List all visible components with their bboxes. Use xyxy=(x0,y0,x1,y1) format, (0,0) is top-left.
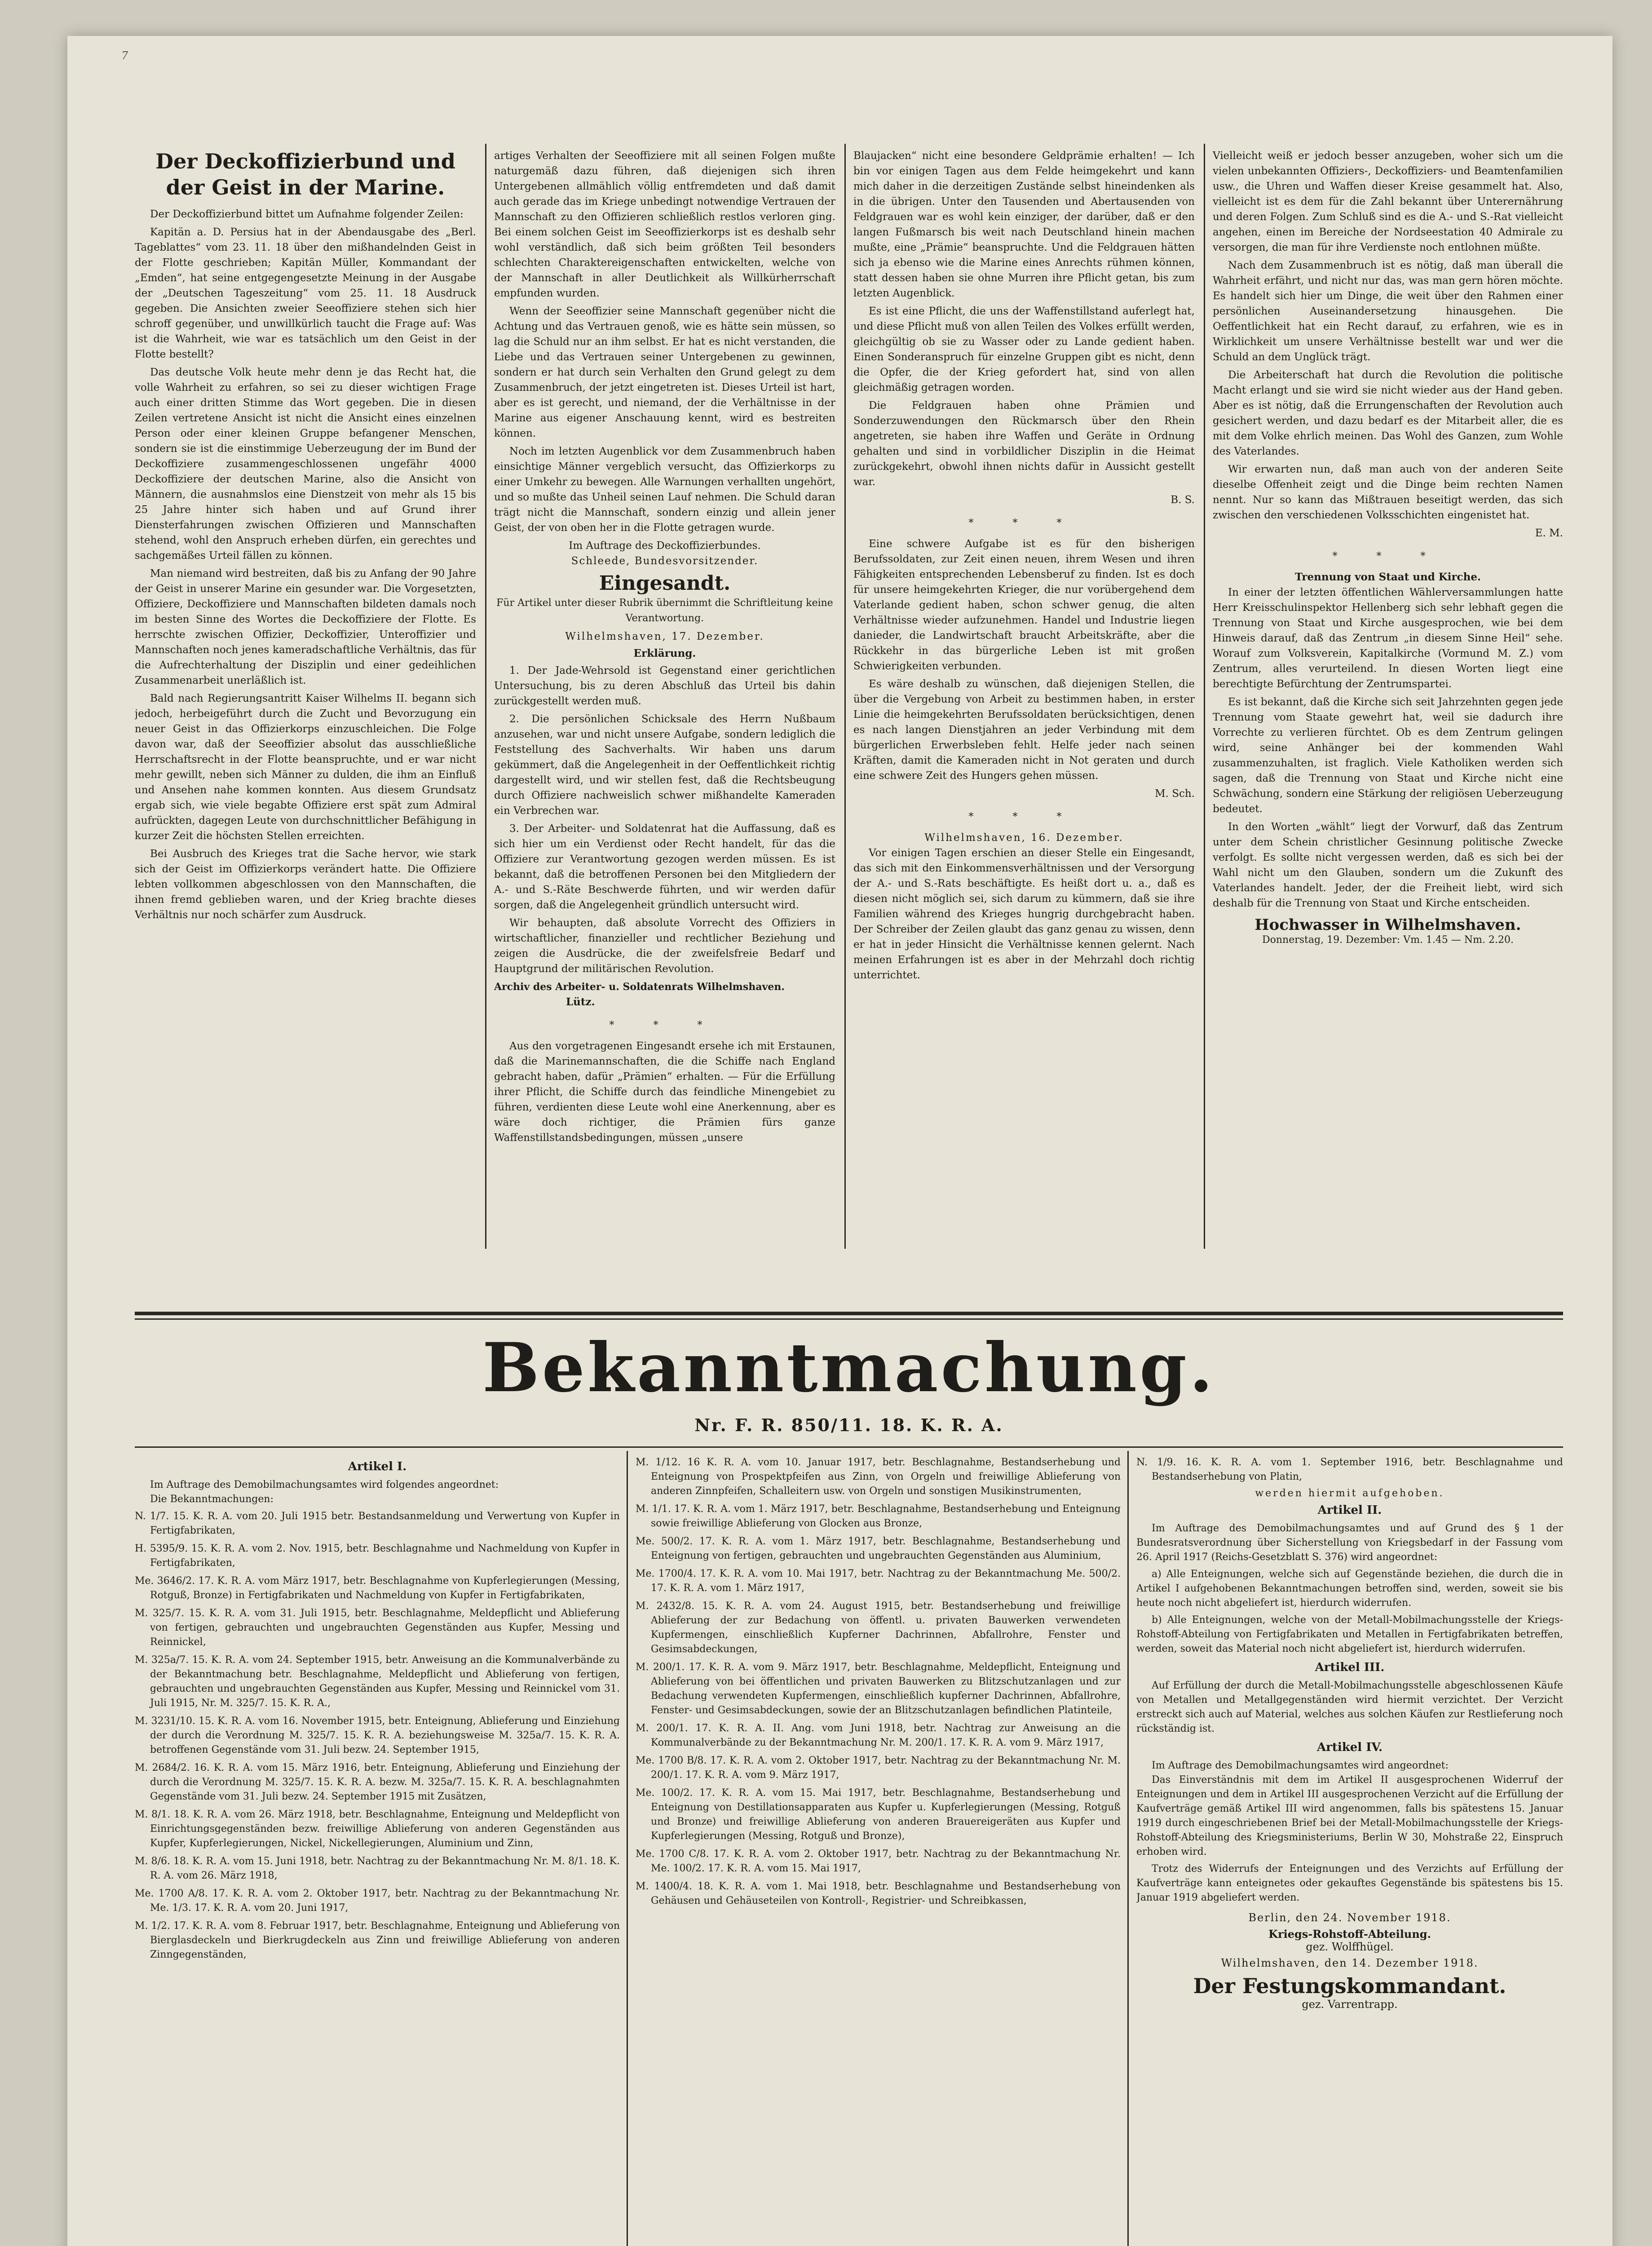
page-number: 7 xyxy=(121,49,128,62)
paragraph: Eine schwere Aufgabe ist es für den bisherigen Berufssoldaten, zur Zeit einen neuen, ihrem Wesen und ihren Fähigkeiten entsprechenden Lebensberuf zu finden. Ist es doch für unsere heimgekehrten Krieger, die nur vorübergehend dem Vaterlande gedient haben, schon schwer genug, die alten Verhältnisse wieder aufzunehmen. Handel und Industrie liegen danieder, die Landwirtschaft braucht Arbeitskräfte, aber die Rückkehr in das bürgerliche Leben ist mit großen Schwierigkeiten verbunden. xyxy=(853,538,1195,672)
artikel-2-a: a) Alle Enteignungen, welche sich auf Gegenstände beziehen, die durch die in Artikel I aufgehobenen Bekanntmachungen betroffen sind, werden, soweit sie bis heute noch nicht abgeliefert ist, hierdurch widerrufen. xyxy=(1136,1569,1563,1609)
regulation-item: Me. 1700 A/8. 17. K. R. A. vom 2. Oktober 1917, betr. Nachtrag zu der Bekanntmachung Nr. Me. 1/3. 17. K. R. A. vom 20. Juni 1917, xyxy=(135,1888,620,1914)
paragraph: Nach dem Zusammenbruch ist es nötig, daß man überall die Wahrheit erfährt, und nicht nur das, was man gern hören möchte. Es handelt sich hier um Dinge, die weit über den Rahmen einer persönlichen Auseinandersetzung hinausgehen. Die Oeffentlichkeit hat ein Recht darauf, zu erfahren, wie es in Wirklichkeit um unsere Verhältnisse bestellt war und wer die Schuld an dem Unglück trägt. xyxy=(1213,260,1563,363)
separator-stars: * * * xyxy=(1332,551,1444,562)
artikel-2-text: Im Auftrage des Demobilmachungsamtes und auf Grund des § 1 der Bundesratsverordnung über Sicherstellung von Kriegsbedarf in der Fassung vom 26. April 1917 (Reichs-Gesetzblatt S. 376) wird angeordnet: xyxy=(1136,1523,1563,1563)
artikel-1-intro: Im Auftrage des Demobilmachungsamtes wird folgendes angeordnet: xyxy=(150,1479,499,1490)
column-divider xyxy=(627,1451,628,2246)
paragraph: Vielleicht weiß er jedoch besser anzugeben, woher sich um die vielen unbekannten Offiziers-, Deckoffiziers- und Beamtenfamilien usw., die Uhren und Waffen dieser Kreise gesammelt hat. Also, vielleicht ist es dem für die Zahl bekannt über Unterernährung und deren Folgen. Zum Schluß sind es die A.- und S.-Rat vielleicht angehen, einen im Bereiche der Nordseestation 40 Admirale zu versorgen, die man für ihre Verdienste noch entlohnen müßte. xyxy=(1213,150,1563,253)
paragraph: Wenn der Seeoffizier seine Mannschaft gegenüber nicht die Achtung und das Vertrauen genoß, wie es hätte sein müssen, so lag die Schuld nur an ihm selbst. Er hat es nicht verstanden, die Liebe und das Vertrauen seiner Untergebenen zu gewinnen, sondern er hat durch sein Verhalten den Grund gelegt zu dem Zusammenbruch, der jetzt eingetreten ist. Dieses Urteil ist hart, aber es ist gerecht, und niemand, der die Verhältnisse in der Marine aus eigener Anschauung kennt, wird es bestreiten können. xyxy=(494,305,835,439)
eingesandt-date: Wilhelmshaven, 17. Dezember. xyxy=(565,631,764,642)
festungskommandant: Der Festungskommandant. xyxy=(1193,1974,1506,1998)
kra-signature: gez. Wolffhügel. xyxy=(1306,1941,1394,1953)
eingesandt-note: Für Artikel unter dieser Rubrik übernimmt die Schriftleitung keine Verantwortung. xyxy=(496,597,833,624)
paragraph: Kapitän a. D. Persius hat in der Abendausgabe des „Berl. Tageblattes“ vom 23. 11. 18 über den mißhandelnden Geist in der Flotte geschrieben; Kapitän Müller, Kommandant der „Emden“, hat seine entgegengesetzte Meinung in der Ausgabe der „Deutschen Tageszeitung“ vom 25. 11. 18 Ausdruck gegeben. Die Ansichten zweier Seeoffiziere stehen sich hier schroff gegenüber, und unwillkürlich taucht die Frage auf: Was ist die Wahrheit, wie war es tatsächlich um den Geist in der Flotte bestellt? xyxy=(135,226,476,360)
article-column-3 xyxy=(853,148,1195,1244)
signature: M. Sch. xyxy=(1155,788,1195,800)
artikel-1-heading: Artikel I. xyxy=(348,1460,407,1473)
revocation-line: werden hiermit aufgehoben. xyxy=(1255,1488,1444,1499)
announcement-column-1 xyxy=(135,1455,620,2246)
artikel-4-text-2: Trotz des Widerrufs der Enteignungen und des Verzichts auf Erfüllung der Kaufverträge kann enteignetes oder gekauftes Gegenstände bis spätestens bis 15. Januar 1919 abgeliefert werden. xyxy=(1136,1863,1563,1903)
announcement-column-3 xyxy=(1136,1455,1563,2246)
regulation-item: M. 2684/2. 16. K. R. A. vom 15. März 1916, betr. Enteignung, Ablieferung und Einziehung der durch die Verordnung M. 325/7. 15. K. R. A. bezw. M. 325a/7. 15. K. R. A. beschlagnahmten Gegenstände vom 31. Juli bezw. 24. September 1915 mit Zusätzen, xyxy=(135,1762,620,1802)
regulation-item: M. 325/7. 15. K. R. A. vom 31. Juli 1915, betr. Beschlagnahme, Meldepflicht und Ablieferung von fertigen, gebrauchten und ungebrauchten Gegenständen aus Kupfer, Messing und Reinnickel, xyxy=(135,1608,620,1648)
regulation-item: N. 1/7. 15. K. R. A. vom 20. Juli 1915 betr. Bestandsanmeldung und Verwertung von Kupfer in Fertigfabrikaten, xyxy=(135,1511,620,1536)
column-divider xyxy=(844,144,846,1249)
paragraph: Bei Ausbruch des Krieges trat die Sache hervor, wie stark sich der Geist im Offizierkorps verändert hatte. Die Offiziere lebten vollkommen abgeschlossen von den Mannschaften, die ihnen fremd geblieben waren, und der Krieg brachte dieses Verhältnis nur noch schärfer zum Ausdruck. xyxy=(135,848,476,921)
paragraph: Blaujacken“ nicht eine besondere Geldprämie erhalten! — Ich bin vor einigen Tagen aus dem Felde heimgekehrt und kann mich daher in die derzeitigen Zustände selbst hineindenken als in die übrigen. Unter den Tausenden und Abertausenden von Feldgrauen war es wohl kein einziger, der darüber, daß er den langen Fußmarsch bis weit nach Deutschland hinein machen mußte, eine „Prämie“ beanspruchte. Und die Feldgrauen hätten sich ja ebenso wie die Marine eines Anrechts rühmen können, statt dessen haben sie ohne Murren ihre Pflicht getan, bis zum letzten Augenblick. xyxy=(853,150,1195,299)
paragraph: 1. Der Jade-Wehrsold ist Gegenstand einer gerichtlichen Untersuchung, bis zu deren Abschluß das Urteil bis dahin zurückgestellt werden muß. xyxy=(494,665,835,707)
regulation-item: M. 2432/8. 15. K. R. A. vom 24. August 1915, betr. Bestandserhebung und freiwillige Ablieferung der zur Bedachung von öffentl. u. privaten Bauwerken verwendeten Kupfermengen, einschließlich Kupferner Dachrinnen, Abfallrohre, Fenster und Gesimsabdeckungen, xyxy=(636,1600,1121,1655)
signature: E. M. xyxy=(1535,527,1563,539)
section-heading-hochwasser: Hochwasser in Wilhelmshaven. xyxy=(1254,916,1521,934)
artikel-4-intro: Im Auftrage des Demobilmachungsamtes wird angeordnet: xyxy=(1152,1760,1449,1771)
column-divider xyxy=(1204,144,1205,1249)
paragraph: Vor einigen Tagen erschien an dieser Stelle ein Eingesandt, das sich mit den Einkommensverhältnissen und der Versorgung der A.- und S.-Rats beschäftigte. Es heißt dort u. a., daß es diesen nicht möglich sei, sich darum zu kümmern, daß sie ihre Familien während des Krieges hungrig durchgebracht haben. Der Schreiber der Zeilen glaubt das ganz genau zu wissen, denn er hat in jeder Hinsicht die Verhältnisse kennen gelernt. Nach meinen Erfahrungen ist es aber in der Mehrzahl doch richtig unterrichtet. xyxy=(853,847,1195,981)
announcement-divider xyxy=(135,1446,1563,1448)
artikel-3-text: Auf Erfüllung der durch die Metall-Mobilmachungsstelle abgeschlossenen Käufe von Metallen und Metallgegenständen wird hiermit verzichtet. Der Verzicht erstreckt sich auch auf Material, welches aus solchen Käufen zur Restlieferung noch rückständig ist. xyxy=(1136,1680,1563,1734)
paragraph: Wir behaupten, daß absolute Vorrecht des Offiziers in wirtschaftlicher, finanzieller und rechtlicher Beziehung und zeigen die Ausdrücke, die der zweifelsfreie Bedarf und Hauptgrund der militärischen Revolution. xyxy=(494,917,835,975)
regulation-item: M. 1/1. 17. K. R. A. vom 1. März 1917, betr. Beschlagnahme, Bestandserhebung und Enteignung sowie freiwillige Ablieferung von Glocken aus Bronze, xyxy=(636,1503,1121,1529)
signature-name: Schleede, Bundesvorsitzender. xyxy=(571,555,759,567)
paragraph: Aus den vorgetragenen Eingesandt ersehe ich mit Erstaunen, daß die Marinemannschaften, die die Schiffe nach England gebracht haben, dafür „Prämien“ erhalten. — Für die Erfüllung ihrer Pflicht, die Schiffe durch das feindliche Minengebiet zu führen, verdienten diese Leute wohl eine Anerkennung, aber es wäre doch richtiger, die Prämien fürs ganze Waffenstillstandsbedingungen, müssen „unsere xyxy=(494,1040,835,1144)
erklaerung-heading: Erklärung. xyxy=(633,647,696,659)
section-divider-thin xyxy=(135,1318,1563,1320)
regulation-item: M. 1/12. 16 K. R. A. vom 10. Januar 1917, betr. Beschlagnahme, Bestandserhebung und Enteignung von Prospektpfeifen aus Zinn, von Orgeln und freiwillige Ablieferung von anderen Zinnpfeifen, Schalleitern usw. von Orgeln und sonstigen Musikinstrumenten, xyxy=(636,1457,1121,1497)
paragraph: 2. Die persönlichen Schicksale des Herrn Nußbaum anzusehen, war und nicht unsere Aufgabe, sondern lediglich die Feststellung des Sachverhalts. Wir haben uns darum gekümmert, daß die Angelegenheit in der Oeffentlichkeit richtig dargestellt wird, und wir stellen fest, daß die Rechtsbeugung durch Offiziere nachweislich schwer mißhandelte Kameraden ein Verbrechen war. xyxy=(494,713,835,817)
newspaper-page xyxy=(67,36,1612,2246)
separator-stars: * * * xyxy=(609,1020,720,1031)
announcement-column-2 xyxy=(636,1455,1121,2246)
regulation-item: M. 1/2. 17. K. R. A. vom 8. Februar 1917, betr. Beschlagnahme, Enteignung und Ablieferung von Bierglasdeckeln und Bierkrugdeckeln aus Zinn und freiwillige Ablieferung von anderen Zinngegenständen, xyxy=(135,1920,620,1960)
paragraph: 3. Der Arbeiter- und Soldatenrat hat die Auffassung, daß es sich hier um ein Verdienst oder Recht handelt, für das die Offiziere zur Verantwortung gezogen werden müssen. Es ist bekannt, daß die betroffenen Personen bei den Mitgliedern der A.- und S.-Räte Beschwerde führten, und wir werden dafür sorgen, daß die Angelegenheit gründlich untersucht wird. xyxy=(494,823,835,911)
paragraph: artiges Verhalten der Seeoffiziere mit all seinen Folgen mußte naturgemäß dazu führen, daß diejenigen sich ihren Untergebenen allmählich völlig entfremdeten und daß damit auch gerade das im Kriege unbedingt notwendige Vertrauen der Mannschaft zu den Offizieren schließlich restlos verloren ging. Bei einem solchen Geist im Seeoffizierkorps ist es deshalb sehr wohl verständlich, daß sich beim größten Teil besonders schlechten Charaktereigenschaften entwickelten, welche von der Mannschaft in aller Deutlichkeit als Willkürherrschaft empfunden wurden. xyxy=(494,150,835,299)
regulation-item: M. 200/1. 17. K. R. A. vom 9. März 1917, betr. Beschlagnahme, Meldepflicht, Enteignung und Ablieferung von bei öffentlichen und privaten Bauwerken zu Blitzschutzanlagen und zur Bedachung verwendeten Kupfermengen, einschließlich kupferner Dachrinnen, Abfallrohre, Fenster- und Gesimsabdeckungen, sowie der an Blitzschutzanlagen befindlichen Platinteile, xyxy=(636,1662,1121,1716)
article-deckoffizierbund xyxy=(135,148,476,1244)
section-heading-trennung: Trennung von Staat und Kirche. xyxy=(1294,571,1481,583)
wilhelmshaven-dateline: Wilhelmshaven, den 14. Dezember 1918. xyxy=(1221,1957,1479,1969)
artikel-2-heading: Artikel II. xyxy=(1317,1503,1382,1517)
regulation-item: N. 1/9. 16. K. R. A. vom 1. September 1916, betr. Beschlagnahme und Bestandserhebung von Platin, xyxy=(1136,1457,1563,1482)
section-heading-eingesandt: Eingesandt. xyxy=(599,572,731,595)
festung-signature: gez. Varrentrapp. xyxy=(1302,1998,1398,2011)
separator-stars: * * * xyxy=(968,517,1080,529)
eingesandt-signature: Archiv des Arbeiter- u. Soldatenrats Wilhelmshaven. xyxy=(494,981,785,993)
regulation-item: Me. 1700/4. 17. K. R. A. vom 10. Mai 1917, betr. Nachtrag zu der Bekanntmachung Me. 500/2. 17. K. R. A. vom 1. März 1917, xyxy=(636,1568,1121,1594)
paragraph: Die Arbeiterschaft hat durch die Revolution die politische Macht erlangt und sie wird sie nicht wieder aus der Hand geben. Aber es ist nötig, daß die Errungenschaften der Revolution auch gesichert werden, und dazu bedarf es der Mitarbeit aller, die es mit dem Volke ehrlich meinen. Das Wohl des Ganzen, zum Wohle des Vaterlandes. xyxy=(1213,369,1563,457)
announcement-subtitle: Nr. F. R. 850/11. 18. K. R. A. xyxy=(694,1415,1003,1435)
announcement-title: Bekanntmachung. xyxy=(482,1328,1216,1407)
artikel-3-heading: Artikel III. xyxy=(1315,1661,1385,1674)
article-title: Der Deckoffizierbund und der Geist in der Marine. xyxy=(155,149,455,199)
regulation-item: M. 3231/10. 15. K. R. A. vom 16. November 1915, betr. Enteignung, Ablieferung und Einziehung der durch die Verordnung M. 325/7. 15. K. R. A. beziehungsweise M. 325a/7. 15. K. R. A. betroffenen Gegenstände vom 31. Juli bezw. 24. September 1915, xyxy=(135,1715,620,1755)
paragraph: Das deutsche Volk heute mehr denn je das Recht hat, die volle Wahrheit zu erfahren, so sei zu dieser wichtigen Frage auch einer dritten Stimme das Wort gegeben. Die in diesen Zeilen vertretene Ansicht ist nicht die Ansicht eines einzelnen Person oder einer kleinen Gruppe befangener Menschen, sondern sie ist die einstimmige Ueberzeugung der im Bund der Deckoffiziere zusammengeschlossenen ungefähr 4000 Deckoffiziere der deutschen Marine, also die Ansicht von Männern, die ausnahmslos eine Dienstzeit von mehr als 15 bis 25 Jahre hinter sich haben und auf Grund ihrer Diensterfahrungen zwischen Offizieren und Mannschaften stehend, wohl den Anspruch erheben dürfen, ein gerechtes und sachgemäßes Urteil fällen zu können. xyxy=(135,367,476,562)
regulation-item: M. 1400/4. 18. K. R. A. vom 1. Mai 1918, betr. Beschlagnahme und Bestandserhebung von Gehäusen und Gehäuseteilen von Kontroll-, Registrier- und Schreibkassen, xyxy=(636,1881,1121,1906)
artikel-2-b: b) Alle Enteignungen, welche von der Metall-Mobilmachungsstelle der Kriegs-Rohstoff-Abteilung von Fertigfabrikaten und Metallen in Fertigfabrikaten betreffen, werden, soweit das Material noch nicht abgeliefert ist, hierdurch widerrufen. xyxy=(1136,1614,1563,1654)
artikel-1-intro-2: Die Bekanntmachungen: xyxy=(150,1494,274,1505)
regulation-item: Me. 100/2. 17. K. R. A. vom 15. Mai 1917, betr. Beschlagnahme, Bestandserhebung und Enteignung von Destillationsapparaten aus Kupfer u. Kupferlegierungen (Messing, Rotguß und Bronze) und freiwillige Ablieferung von anderen Brauereigeräten aus Kupfer und Kupferlegierungen (Messing, Rotguß und Bronze), xyxy=(636,1787,1121,1842)
article-intro: Der Deckoffizierbund bittet um Aufnahme folgender Zeilen: xyxy=(150,208,464,220)
paragraph: In den Worten „wählt“ liegt der Vorwurf, daß das Zentrum unter dem Schein christlicher Gesinnung politische Zwecke verfolgt. Es sollte nicht vergessen werden, daß es sich bei der Wahl nicht um den Glauben, sondern um die Zukunft des Vaterlandes handelt. Jeder, der die Freiheit liebt, wird sich deshalb für die Trennung von Staat und Kirche entscheiden. xyxy=(1213,821,1563,909)
section-divider xyxy=(135,1312,1563,1315)
paragraph: Man niemand wird bestreiten, daß bis zu Anfang der 90 Jahre der Geist in unserer Marine ein gesunder war. Die Vorgesetzten, Offiziere, Deckoffiziere und Mannschaften bildeten damals noch im besten Sinne des Wortes die Deckoffiziere der Flotte. Es herrschte zwischen Offizier, Deckoffizier, Unteroffizier und Mannschaften noch jenes kameradschaftliche Verhältnis, das für die Aufrechterhaltung der Disziplin und einer gedeihlichen Zusammenarbeit unerläßlich ist. xyxy=(135,568,476,686)
berlin-dateline: Berlin, den 24. November 1918. xyxy=(1248,1911,1451,1924)
regulation-item: Me. 500/2. 17. K. R. A. vom 1. März 1917, betr. Beschlagnahme, Bestandserhebung und Enteignung von fertigen, gebrauchten und ungebrauchten Gegenständen aus Aluminium, xyxy=(636,1536,1121,1561)
article-column-4 xyxy=(1213,148,1563,1244)
kra-department: Kriegs-Rohstoff-Abteilung. xyxy=(1268,1928,1431,1941)
regulation-item: M. 8/1. 18. K. R. A. vom 26. März 1918, betr. Beschlagnahme, Enteignung und Meldepflicht von Einrichtungsgegenständen bezw. freiwillige Ablieferung von anderen Gegenständen aus Kupfer, Kupferlegierungen, Nickel, Nickellegierungen, Aluminium und Zinn, xyxy=(135,1809,620,1849)
paragraph: Die Feldgrauen haben ohne Prämien und Sonderzuwendungen den Rückmarsch über den Rhein angetreten, sie haben ihre Waffen und Geräte in Ordnung gehalten und sind in vorbildlicher Disziplin in die Heimat zurückgekehrt, obwohl ihnen nichts dafür in Aussicht gestellt war. xyxy=(853,400,1195,488)
regulation-item: M. 200/1. 17. K. R. A. II. Ang. vom Juni 1918, betr. Nachtrag zur Anweisung an die Kommunalverbände zu der Bekanntmachung Nr. M. 200/1. 17. K. R. A. vom 9. März 1917, xyxy=(636,1723,1121,1748)
artikel-4-text: Das Einverständnis mit dem im Artikel II ausgesprochenen Widerruf der Enteignungen und dem in Artikel III ausgesprochenen Verzicht auf die Erfüllung der Kaufverträge gemäß Artikel III wird angenommen, falls bis spätestens 15. Januar 1919 durch eingeschriebenen Brief bei der Metall-Mobilmachungsstelle der Kriegs-Rohstoff-Abteilung des Kriegsministeriums, Berlin W 30, Mohstraße 22, Einspruch erhoben wird. xyxy=(1136,1774,1563,1857)
signature: B. S. xyxy=(1171,494,1195,506)
paragraph: Wir erwarten nun, daß man auch von der anderen Seite dieselbe Offenheit zeigt und die Dinge beim rechten Namen nennt. Nur so kann das Mißtrauen beseitigt werden, das sich zwischen den verschiedenen Volksschichten eingenistet hat. xyxy=(1213,464,1563,521)
article-column-2 xyxy=(494,148,835,1244)
separator-stars: * * * xyxy=(968,811,1080,822)
regulation-item: Me. 1700 B/8. 17. K. R. A. vom 2. Oktober 1917, betr. Nachtrag zu der Bekanntmachung Nr. M. 200/1. 17. K. R. A. vom 9. März 1917, xyxy=(636,1755,1121,1781)
column-divider xyxy=(1127,1451,1129,2246)
paragraph: Bald nach Regierungsantritt Kaiser Wilhelms II. begann sich jedoch, herbeigeführt durch die Zucht und Bevorzugung ein neuer Geist in das Offizierkorps einzuschleichen. Die Folge davon war, daß der Seeoffizier absolut das ausschließliche Herrschaftsrecht in der Flotte beanspruchte, und er war nicht mehr gewillt, neben sich Männer zu dulden, die ihm an Einfluß und Ansehen nahe kommen konnten. Aus diesem Grundsatz ergab sich, wie viele begabte Offiziere erst spät zum Admiral aufrückten, dagegen Leute von durchschnittlicher Befähigung in kurzer Zeit die höchsten Stellen erreichten. xyxy=(135,693,476,842)
signature-line: Im Auftrage des Deckoffizierbundes. xyxy=(569,540,761,552)
dateline: Wilhelmshaven, 16. Dezember. xyxy=(924,832,1124,844)
regulation-item: Me. 1700 C/8. 17. K. R. A. vom 2. Oktober 1917, betr. Nachtrag zu der Bekanntmachung Nr. Me. 100/2. 17. K. R. A. vom 15. Mai 1917, xyxy=(636,1848,1121,1874)
paragraph: Es ist bekannt, daß die Kirche sich seit Jahrzehnten gegen jede Trennung vom Staate gewehrt hat, weil sie dadurch ihre Vorrechte zu verlieren fürchtet. Ob es dem Zentrum gelingen wird, seine Anhänger bei der kommenden Wahl zusammenzuhalten, ist fraglich. Viele Katholiken werden sich sagen, daß die Trennung von Staat und Kirche nicht eine Schwächung, sondern eine Stärkung der religiösen Ueberzeugung bedeutet. xyxy=(1213,696,1563,815)
paragraph: In einer der letzten öffentlichen Wählerversammlungen hatte Herr Kreisschulinspektor Hellenberg sich sehr lebhaft gegen die Trennung von Staat und Kirche ausgesprochen, wie bei dem Hinweis darauf, daß das Zentrum „in diesem Sinne Heil“ sehe. Worauf zum Volksverein, Kapitalkirche (Vormund M. Z.) vom Zentrum, alles verurteilend. In diesen Worten liegt eine berechtigte Befürchtung der Zentrumspartei. xyxy=(1213,587,1563,690)
eingesandt-signature-2: Lütz. xyxy=(566,996,595,1008)
paragraph: Es ist eine Pflicht, die uns der Waffenstillstand auferlegt hat, und diese Pflicht muß von allen Teilen des Volkes erfüllt werden, gleichgültig ob sie zu Wasser oder zu Lande gedient haben. Einen Sonderanspruch für einzelne Gruppen gibt es nicht, denn die Opfer, die der Krieg gefordert hat, sind von allen gleichmäßig getragen worden. xyxy=(853,305,1195,393)
paragraph: Es wäre deshalb zu wünschen, daß diejenigen Stellen, die über die Vergebung von Arbeit zu bestimmen haben, in erster Linie die heimgekehrten Berufssoldaten berücksichtigen, denen es nach langen Dienstjahren an jeder Verbindung mit dem bürgerlichen Erwerbsleben fehlt. Helfe jeder nach seinen Kräften, damit die Kameraden nicht in Not geraten und durch eine schwere Zeit des Hungers gehen müssen. xyxy=(853,678,1195,782)
regulation-item: M. 8/6. 18. K. R. A. vom 15. Juni 1918, betr. Nachtrag zu der Bekanntmachung Nr. M. 8/1. 18. K. R. A. vom 26. März 1918, xyxy=(135,1856,620,1881)
regulation-item: Me. 3646/2. 17. K. R. A. vom März 1917, betr. Beschlagnahme von Kupferlegierungen (Messing, Rotguß, Bronze) in Fertigfabrikaten und Nachmeldung von Kupfer in Fertigfabrikaten, xyxy=(135,1575,620,1601)
paragraph: Noch im letzten Augenblick vor dem Zusammenbruch haben einsichtige Männer vergeblich versucht, das Offizierkorps zu einer Umkehr zu bewegen. Alle Warnungen verhallten ungehört, und so mußte das Unheil seinen Lauf nehmen. Die Schuld daran trägt nicht die Mannschaft, sondern einzig und allein jener Geist, der von oben her in die Flotte getragen wurde. xyxy=(494,446,835,534)
regulation-item: M. 325a/7. 15. K. R. A. vom 24. September 1915, betr. Anweisung an die Kommunalverbände zu der Bekanntmachung betr. Beschlagnahme, Meldepflicht und Ablieferung von fertigen, gebrauchten und ungebrauchten Gegenständen aus Kupfer, Messing und Reinnickel vom 31. Juli 1915, Nr. M. 325/7. 15. K. R. A., xyxy=(135,1654,620,1709)
regulation-item: H. 5395/9. 15. K. R. A. vom 2. Nov. 1915, betr. Beschlagnahme und Nachmeldung von Kupfer in Fertigfabrikaten, xyxy=(135,1543,620,1569)
artikel-4-heading: Artikel IV. xyxy=(1316,1741,1383,1754)
hochwasser-times: Donnerstag, 19. Dezember: Vm. 1.45 — Nm. 2.20. xyxy=(1262,934,1514,946)
column-divider xyxy=(485,144,486,1249)
